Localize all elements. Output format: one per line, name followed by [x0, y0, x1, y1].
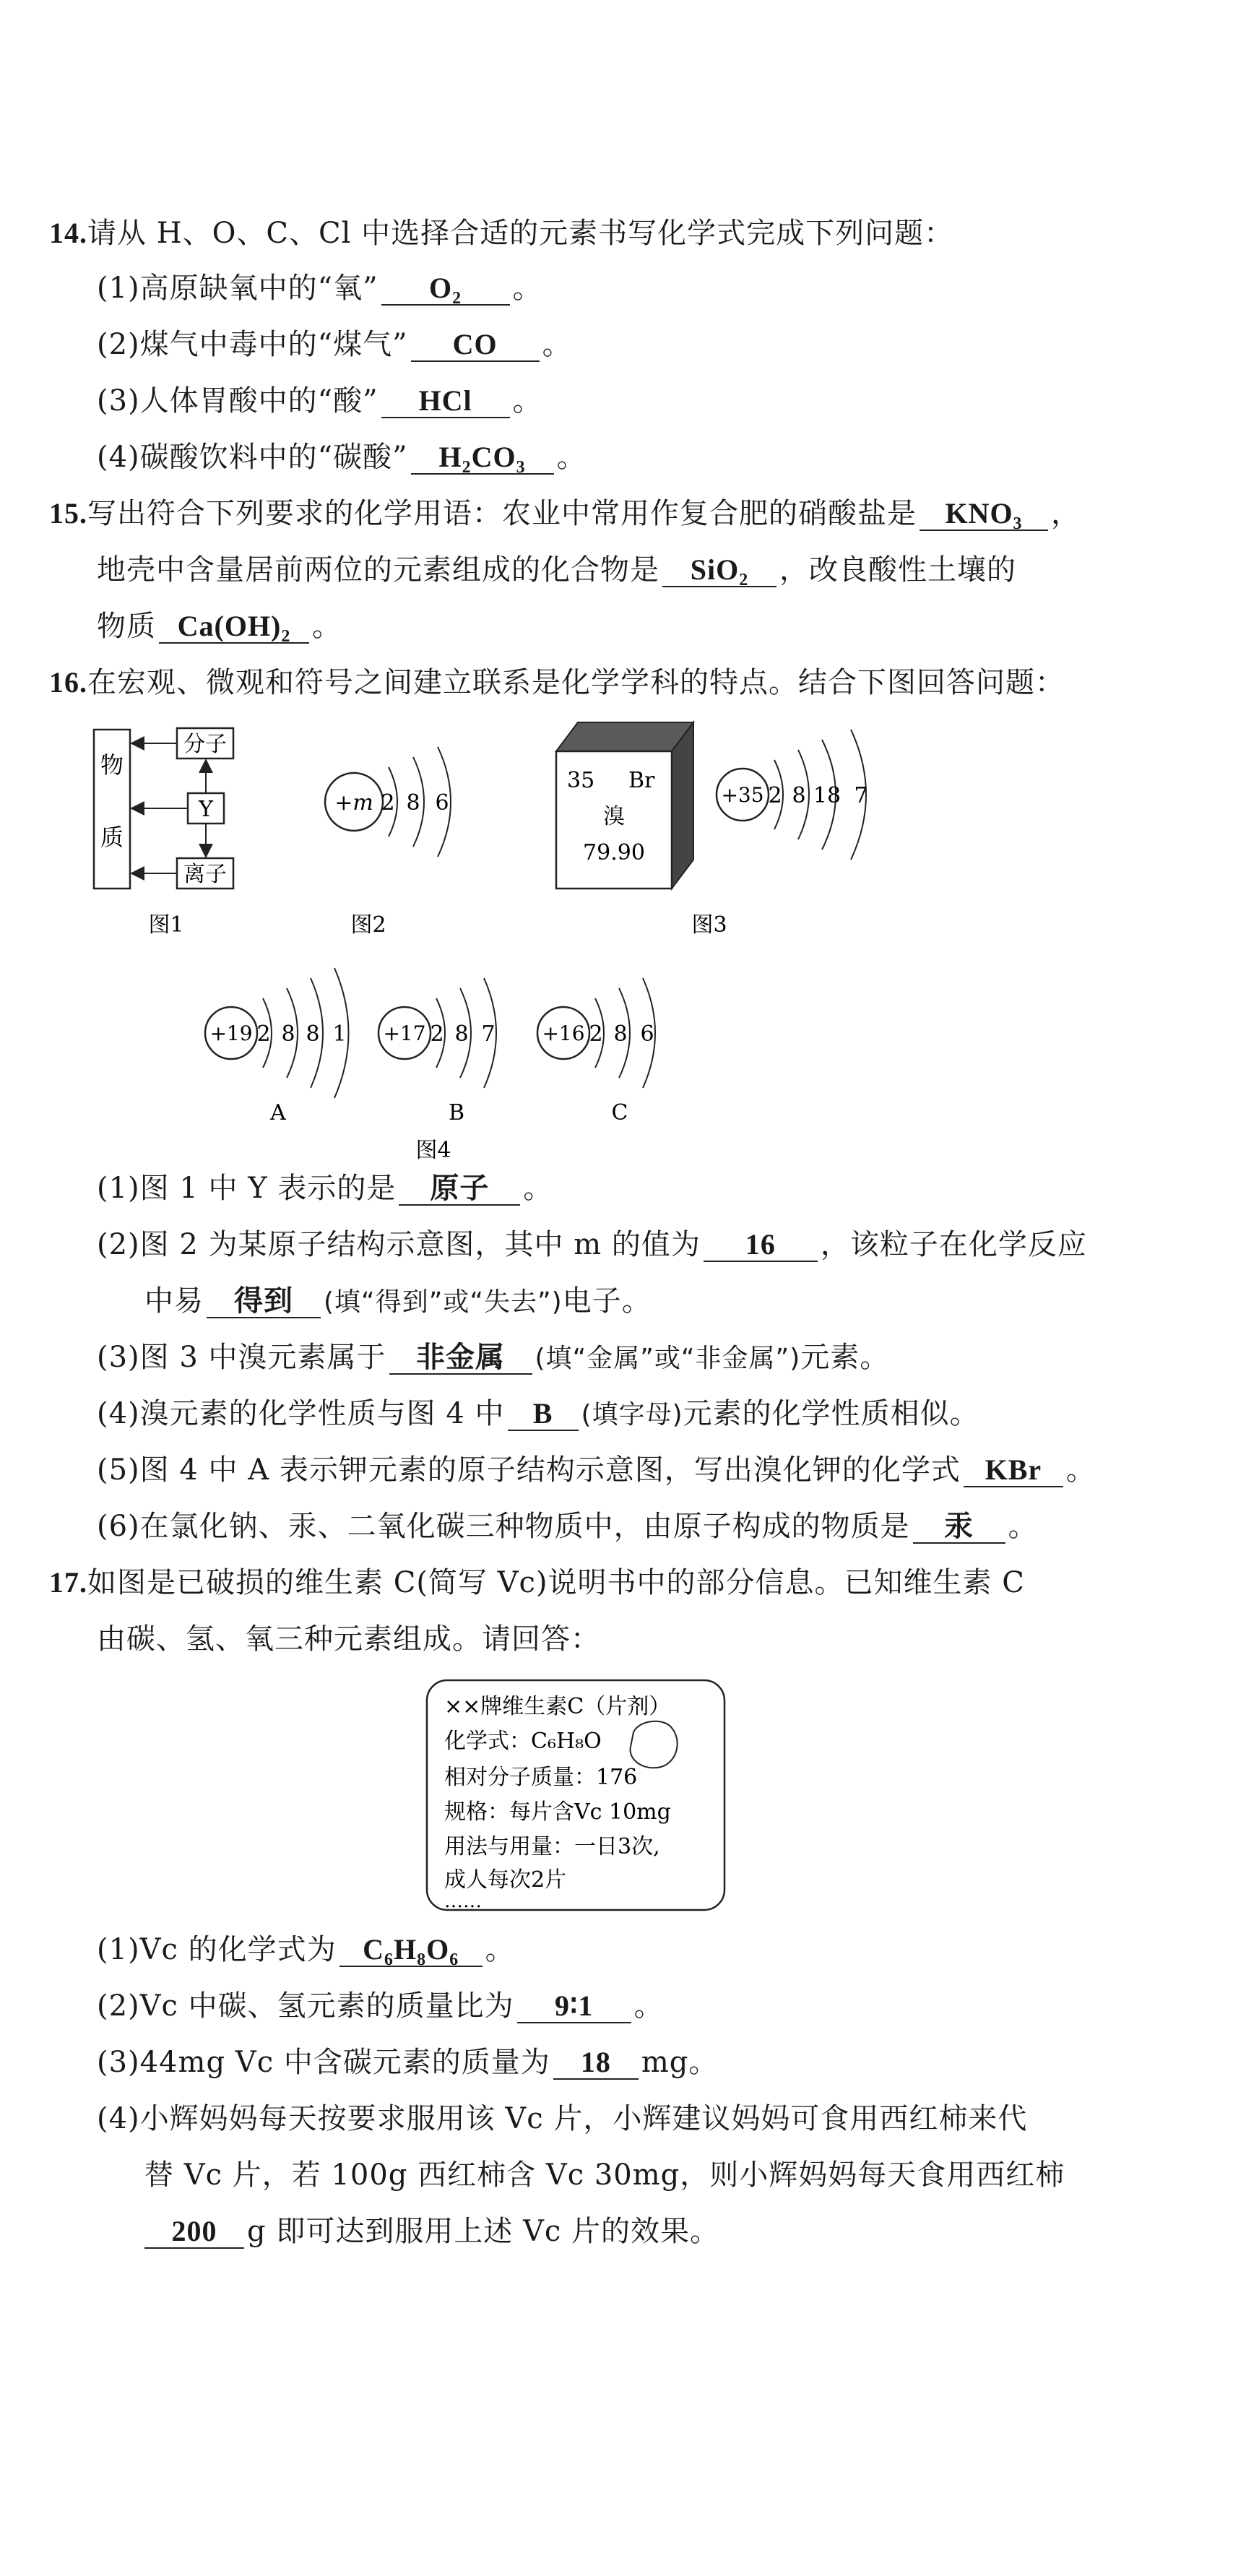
- q16-sub-3-text: (3)图 3 中溴元素属于: [97, 1341, 386, 1374]
- fig3-shell-2: 8: [792, 783, 806, 808]
- q15-answer-1: KNO₃: [920, 498, 1048, 531]
- q16-sub-1: [97, 1170, 553, 1206]
- fig4-label-b: B: [448, 1100, 465, 1125]
- q14-item-3-text: (3)人体胃酸中的“酸”: [97, 384, 378, 418]
- q14-number: 14.: [49, 217, 87, 249]
- q16-sub-6-end: 。: [1008, 1510, 1038, 1543]
- q17-sub-4-line-2: [144, 2157, 1065, 2193]
- fig1-substance-top: 物: [100, 751, 124, 779]
- fig3-name: 溴: [603, 804, 625, 829]
- fig4-caption: 图4: [415, 1138, 451, 1163]
- fig2-nucleus: +m: [334, 790, 373, 816]
- label-card-dosage: 成人每次2片: [444, 1867, 567, 1893]
- q17-sub-2: [97, 1988, 664, 2024]
- q17-sub-2-answer: 9∶1: [517, 1990, 631, 2023]
- q17-sub-4-line-2-text: 替 Vc 片，若 100g 西红柿含 Vc 30mg，则小辉妈妈每天食用西红柿: [144, 2158, 1065, 2192]
- q16-sub-6-text: (6)在氯化钠、汞、二氧化碳三种物质中，由原子构成的物质是: [97, 1510, 910, 1543]
- q14-item-3-answer: HCl: [381, 385, 510, 418]
- q17-sub-2-text: (2)Vc 中碳、氢元素的质量比为: [97, 1989, 514, 2023]
- q17-sub-1: [97, 1932, 515, 1968]
- fig3-shell-3: 18: [813, 783, 842, 808]
- fig4-c-shell-2: 8: [613, 1021, 628, 1047]
- q16-sub-4-end: 元素的化学性质相似。: [683, 1397, 979, 1430]
- fig1-y: Y: [199, 797, 213, 822]
- q15-number: 15.: [49, 497, 87, 530]
- q16-sub-4-text: (4)溴元素的化学性质与图 4 中: [97, 1397, 505, 1430]
- fig4-c-shell-1: 2: [589, 1021, 603, 1047]
- label-card-spec: 规格：每片含Vc 10mg: [444, 1799, 671, 1825]
- fig4-a-shell-1: 2: [256, 1021, 271, 1047]
- fig4-b-shell-3: 7: [481, 1021, 496, 1047]
- q17-stem-2: [97, 1621, 600, 1657]
- q14-stem-text: 请从 H、O、C、Cl 中选择合适的元素书写化学式完成下列问题：: [87, 217, 954, 250]
- q16-sub-5: [97, 1452, 1096, 1488]
- fig3-shell-1: 2: [768, 783, 782, 808]
- q14-item-4: [97, 439, 587, 475]
- q17-sub-3-text: (3)44mg Vc 中含碳元素的质量为: [97, 2046, 550, 2079]
- fig4-a-nucleus: +19: [209, 1021, 253, 1045]
- q16-sub-4-note: (填字母): [581, 1400, 683, 1430]
- label-card-usage: 用法与用量：一日3次,: [444, 1834, 660, 1859]
- fig2-shell-2: 8: [406, 790, 420, 816]
- q16-sub-2b-end: 电子。: [562, 1284, 652, 1318]
- q16-sub-2b-text: 中易: [144, 1284, 204, 1318]
- fig3-atomic-number: 35: [567, 768, 595, 793]
- q15-line-2-end: ，改良酸性土壤的: [779, 553, 1016, 587]
- fig1-substance-bottom: 质: [100, 824, 124, 851]
- q14-item-2: [97, 327, 572, 363]
- q16-sub-3: [97, 1339, 889, 1377]
- q17-sub-4-line-1: [97, 2101, 1027, 2137]
- fig4-b-shell-2: 8: [454, 1021, 469, 1047]
- q14-item-2-end: 。: [542, 328, 572, 361]
- q16-sub-5-answer: KBr: [964, 1454, 1063, 1487]
- fig4-a-shell-3: 8: [306, 1021, 320, 1047]
- q17-sub-4-line-3: [144, 2213, 719, 2249]
- fig4-label-a: A: [270, 1100, 286, 1125]
- q17-sub-1-text: (1)Vc 的化学式为: [97, 1933, 337, 1966]
- q16-number: 16.: [49, 666, 87, 699]
- fig2-caption: 图2: [350, 912, 386, 938]
- q14-item-4-end: 。: [556, 441, 587, 474]
- q14-item-1-answer: O₂: [381, 272, 510, 306]
- q16-sub-1-answer: 原子: [399, 1172, 520, 1206]
- figure-2: [303, 722, 491, 946]
- q14-item-1-text: (1)高原缺氧中的“氧”: [97, 272, 378, 305]
- q17-sub-4-answer: 200: [144, 2216, 244, 2249]
- q14-item-1-end: 。: [512, 272, 542, 305]
- q17-sub-3: [97, 2044, 718, 2080]
- q17-sub-2-end: 。: [633, 1989, 664, 2023]
- q15-line-1: [49, 496, 1081, 532]
- q17-sub-3-answer: 18: [553, 2046, 639, 2080]
- q15-line-2-text: 地壳中含量居前两位的元素组成的化合物是: [97, 553, 659, 587]
- q15-line-3: [97, 608, 342, 644]
- q16-sub-2-answer: 16: [704, 1229, 818, 1262]
- q15-line-1-text: 写出符合下列要求的化学用语：农业中常用作复合肥的硝酸盐是: [87, 497, 917, 530]
- q15-answer-2: SiO₂: [662, 554, 776, 587]
- q17-number: 17.: [49, 1566, 87, 1599]
- q15-answer-3: Ca(OH)₂: [159, 610, 309, 644]
- fig4-c-shell-3: 6: [640, 1021, 654, 1047]
- q17-sub-3-end: mg。: [641, 2046, 719, 2079]
- label-card-ellipsis: ……: [444, 1890, 482, 1912]
- q16-sub-6: [97, 1508, 1038, 1544]
- fig1-caption: 图1: [148, 912, 184, 938]
- label-card-title: ××牌维生素C（片剂）: [444, 1694, 671, 1719]
- q16-sub-3-answer: 非金属: [389, 1341, 532, 1375]
- label-card-damage: [631, 1721, 678, 1768]
- q17-stem-1-text: 如图是已破损的维生素 C(简写 Vc)说明书中的部分信息。已知维生素 C: [87, 1566, 1025, 1599]
- fig4-a-shell-4: 1: [332, 1021, 347, 1047]
- q16-sub-6-answer: 汞: [913, 1510, 1005, 1544]
- q14-item-4-answer: H₂CO₃: [411, 441, 554, 475]
- q16-stem-text: 在宏观、微观和符号之间建立联系是化学学科的特点。结合下图回答问题：: [87, 666, 1065, 699]
- fig4-c-nucleus: +16: [542, 1021, 585, 1045]
- q15-line-1-end: ，: [1051, 497, 1081, 530]
- q14-item-1: [97, 270, 542, 306]
- q14-item-3: [97, 383, 542, 419]
- fig1-molecule: 分子: [183, 732, 227, 757]
- q16-sub-2b-note: (填“得到”或“失去”): [324, 1287, 563, 1317]
- figure-1: [79, 715, 260, 946]
- q16-sub-2-text: (2)图 2 为某原子结构示意图，其中 m 的值为: [97, 1228, 701, 1261]
- fig4-a-shell-2: 8: [281, 1021, 295, 1047]
- q14-item-3-end: 。: [512, 384, 542, 418]
- q16-sub-2: [97, 1227, 1087, 1263]
- q15-line-2: [97, 552, 1016, 588]
- q17-sub-1-answer: C₆H₈O₆: [339, 1934, 483, 1967]
- fig3-nucleus: +35: [721, 783, 764, 807]
- q16-sub-1-text: (1)图 1 中 Y 表示的是: [97, 1172, 397, 1205]
- fig3-caption: 图3: [691, 912, 727, 938]
- label-card-formula: 化学式：C₆H₈O: [444, 1729, 602, 1754]
- label-card-mass: 相对分子质量：176: [444, 1765, 638, 1790]
- fig3-shell-4: 7: [854, 783, 868, 808]
- q16-sub-5-end: 。: [1065, 1453, 1096, 1487]
- q15-line-3-text: 物质: [97, 610, 156, 643]
- q16-sub-1-end: 。: [523, 1172, 553, 1205]
- q15-line-3-end: 。: [312, 610, 342, 643]
- q16-stem: [49, 665, 1065, 701]
- fig3-symbol: Br: [628, 768, 655, 793]
- fig1-ion: 离子: [183, 862, 227, 887]
- q17-sub-4-line-1-text: (4)小辉妈妈每天按要求服用该 Vc 片，小辉建议妈妈可食用西红柿来代: [97, 2102, 1028, 2135]
- fig2-shell-1: 2: [381, 790, 395, 816]
- fig2-shell-3: 6: [435, 790, 449, 816]
- q16-sub-4: [97, 1396, 979, 1433]
- q14-item-2-answer: CO: [411, 329, 540, 362]
- fig4-b-nucleus: +17: [383, 1021, 426, 1045]
- figure-3: [549, 715, 910, 946]
- q17-sub-4-end: g 即可达到服用上述 Vc 片的效果。: [247, 2215, 720, 2248]
- q17-stem-1: [49, 1565, 1025, 1601]
- q17-stem-2-text: 由碳、氢、氧三种元素组成。请回答：: [97, 1622, 600, 1656]
- q16-sub-3-note: (填“金属”或“非金属”): [535, 1344, 801, 1373]
- q16-sub-5-text: (5)图 4 中 A 表示钾元素的原子结构示意图，写出溴化钾的化学式: [97, 1453, 961, 1487]
- q16-sub-4-answer: B: [508, 1398, 579, 1431]
- fig3-mass: 79.90: [583, 840, 645, 865]
- q16-sub-2-end: ，该粒子在化学反应: [820, 1228, 1087, 1261]
- vitamin-c-label-card: [423, 1676, 733, 1922]
- fig4-label-c: C: [611, 1100, 628, 1125]
- q17-sub-1-end: 。: [485, 1933, 515, 1966]
- figure-4: [188, 946, 737, 1163]
- fig4-b-shell-1: 2: [430, 1021, 444, 1047]
- q16-sub-3-end: 元素。: [800, 1341, 890, 1374]
- q16-sub-2b-answer: 得到: [207, 1285, 321, 1318]
- q16-sub-2b: [144, 1283, 652, 1321]
- q14-stem: [49, 215, 953, 251]
- q14-item-2-text: (2)煤气中毒中的“煤气”: [97, 328, 408, 361]
- q14-item-4-text: (4)碳酸饮料中的“碳酸”: [97, 441, 408, 474]
